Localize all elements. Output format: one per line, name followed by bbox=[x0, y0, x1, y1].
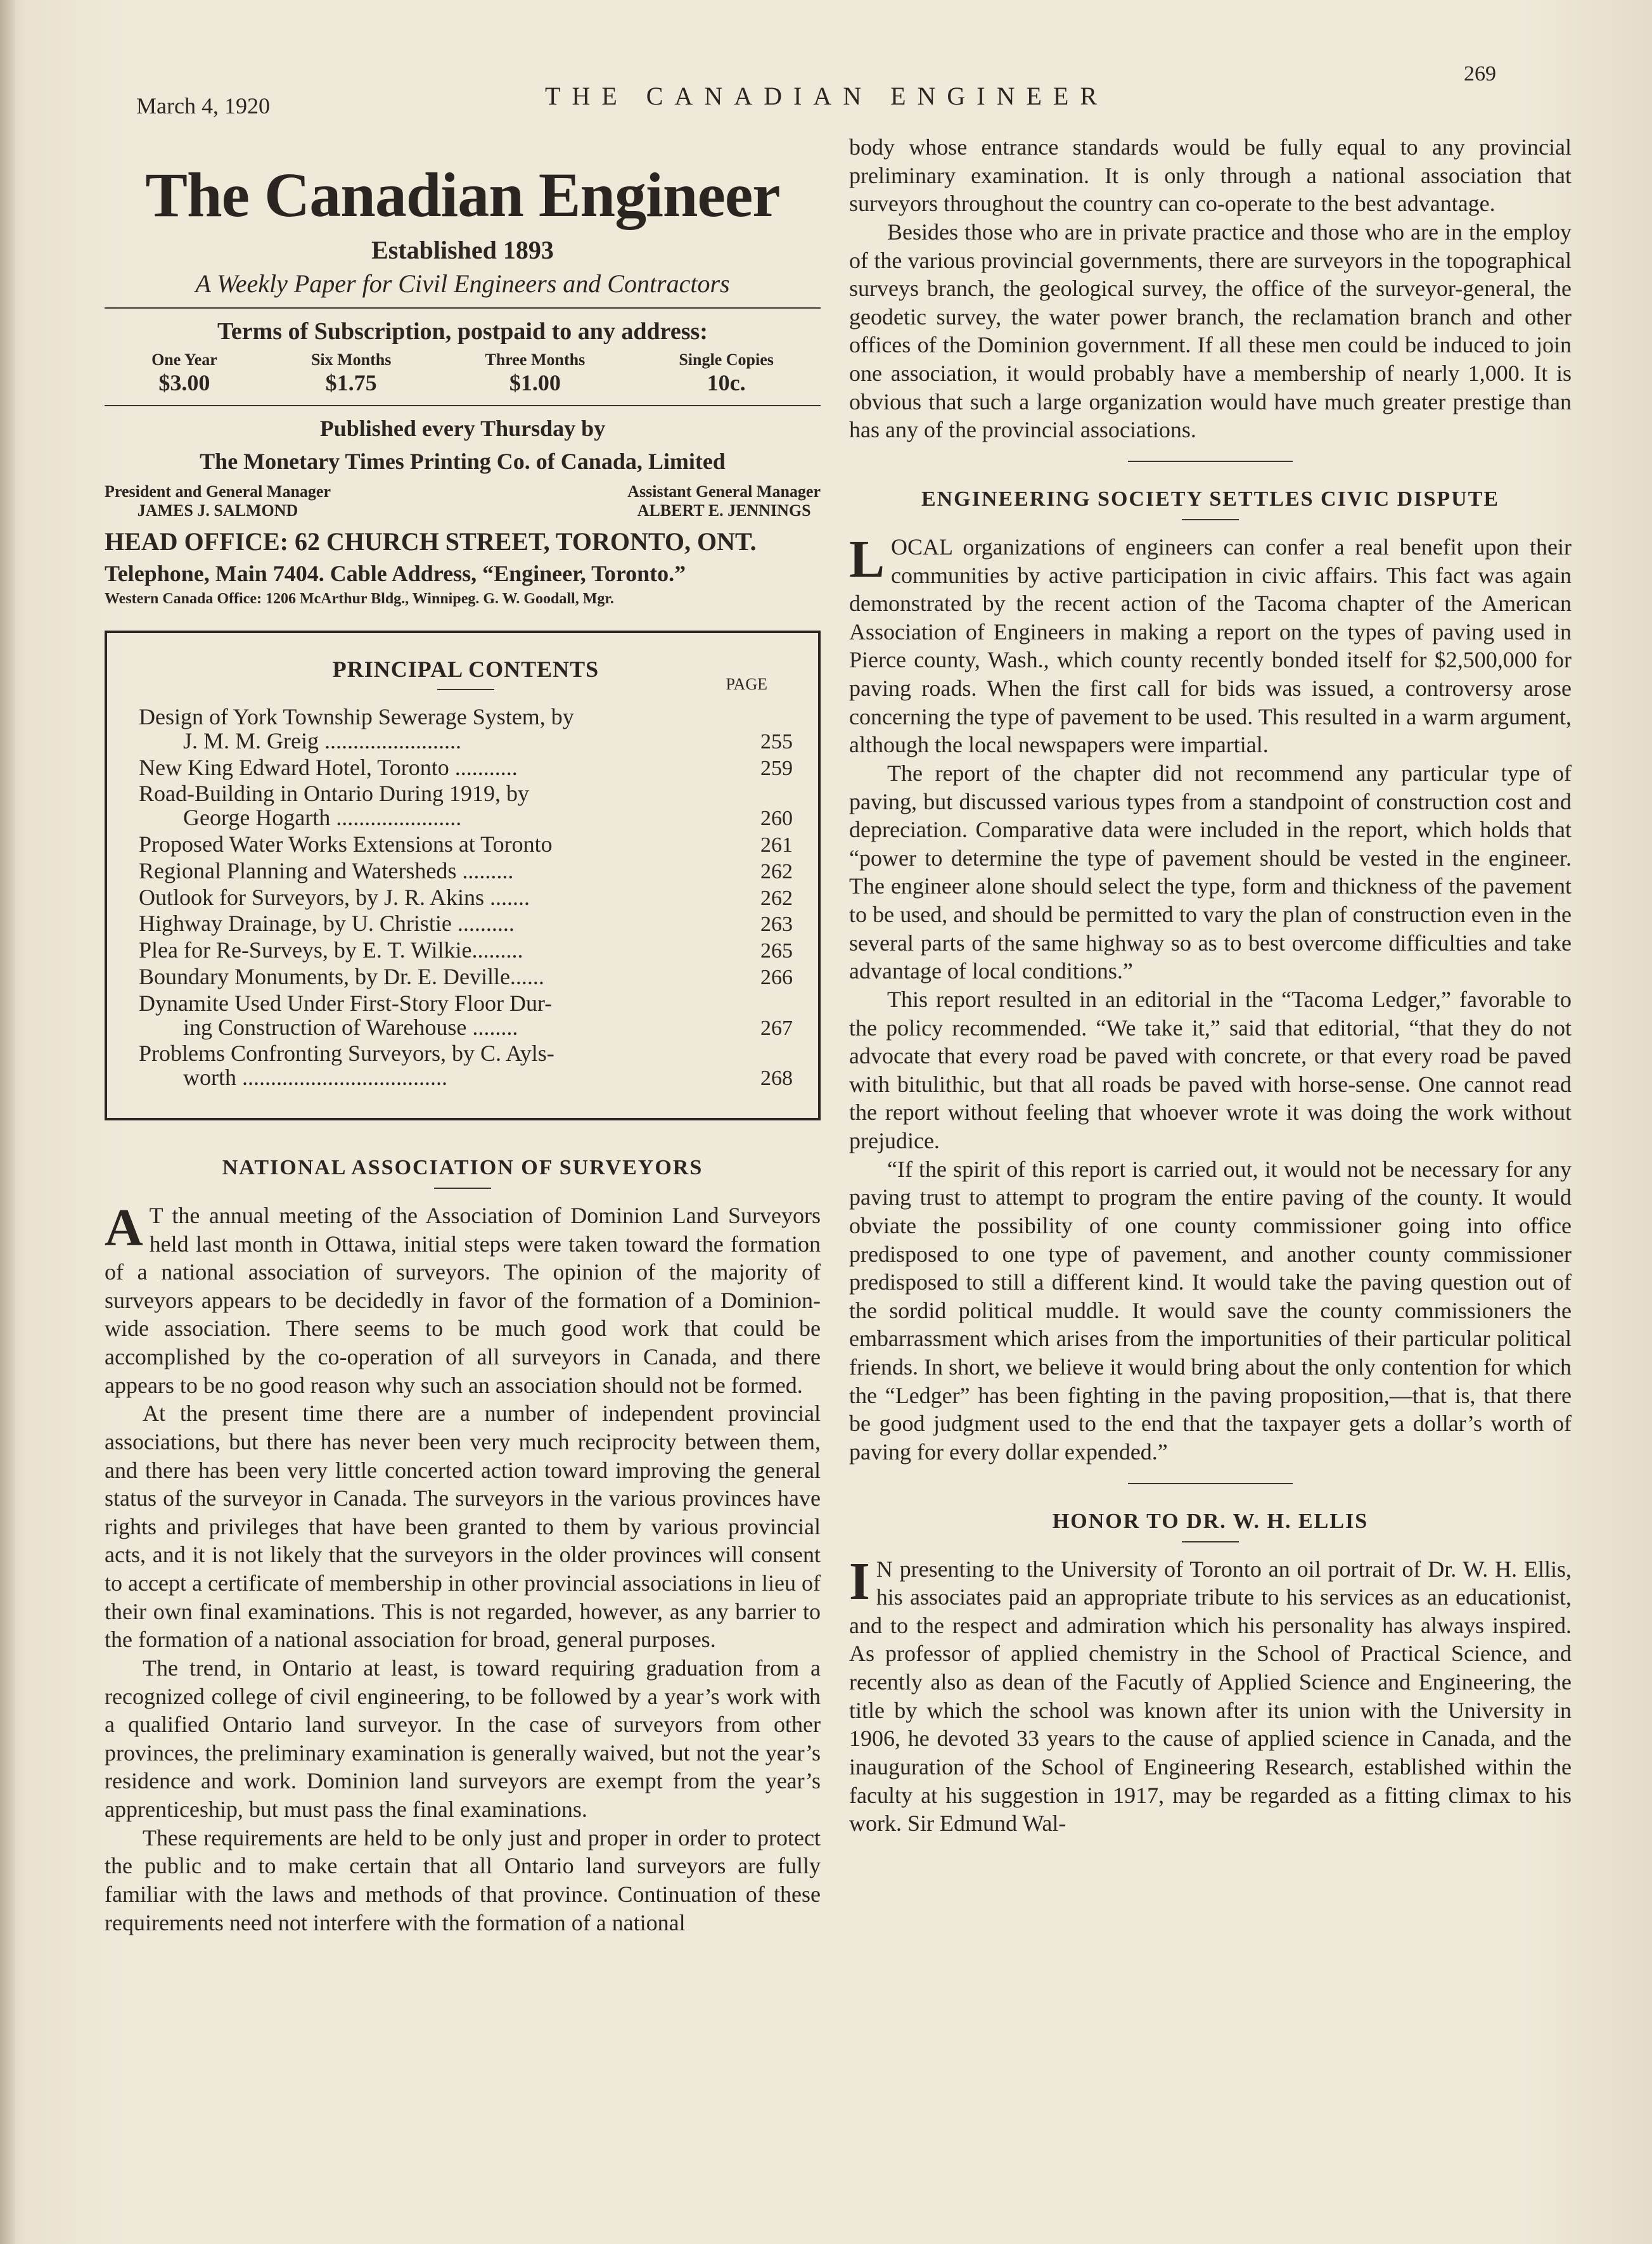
paragraph bbox=[849, 1551, 1572, 1838]
price-six-months bbox=[311, 350, 391, 396]
contents-entry-title bbox=[139, 965, 736, 989]
contents-entry bbox=[139, 992, 793, 1040]
article-heading: ENGINEERING SOCIETY SETTLES CIVIC DISPUTE bbox=[921, 487, 1500, 511]
section-divider bbox=[1128, 1483, 1293, 1484]
manager-right bbox=[627, 482, 821, 520]
contents-entry-line: Boundary Monuments, by Dr. E. Deville...... bbox=[139, 963, 544, 989]
price-table bbox=[105, 350, 821, 396]
contents-entry-page: 260 bbox=[760, 807, 793, 831]
contents-entry-line: Plea for Re-Surveys, by E. T. Wilkie......... bbox=[139, 937, 523, 963]
contents-entry-title bbox=[139, 886, 736, 910]
contents-entry-line: Proposed Water Works Extensions at Toronto bbox=[139, 831, 553, 857]
contents-heading: PRINCIPAL CONTENTS bbox=[332, 657, 599, 682]
price-label: One Year bbox=[151, 350, 217, 369]
paragraph-text: T the annual meeting of the Association of Dominion Land Surveyors held last month in Ottawa, initial steps were taken toward the formation of a national association of surveyors. The opinion of the majority of surveyors appears to be decidedly in favor of the formation of a Dominion-wide association. There seems to be much good work that could be accomplished by the co-operation of all surveyors in Canada, and there appears to be no good reason why such an association should not be formed. bbox=[105, 1202, 821, 1398]
issue-date: March 4, 1920 bbox=[136, 93, 270, 119]
masthead-title: The Canadian Engineer bbox=[145, 160, 780, 230]
article-heading: HONOR TO DR. W. H. ELLIS bbox=[1052, 1509, 1369, 1533]
contents-entry-line: New King Edward Hotel, Toronto ........... bbox=[139, 754, 518, 780]
article-heading: NATIONAL ASSOCIATION OF SURVEYORS bbox=[222, 1155, 703, 1179]
manager-title: President and General Manager bbox=[105, 482, 331, 501]
contents-entry bbox=[139, 939, 793, 963]
contents-entry-page: 259 bbox=[760, 756, 793, 780]
contents-entry-line: Design of York Township Sewerage System, by bbox=[139, 704, 574, 729]
binding-gutter bbox=[0, 0, 15, 2244]
contents-entry-page: 261 bbox=[760, 833, 793, 857]
drop-cap: I bbox=[849, 1551, 870, 1611]
contents-entry bbox=[139, 1042, 793, 1090]
head-office-address: HEAD OFFICE: 62 CHURCH STREET, TORONTO, ONT. bbox=[105, 527, 757, 556]
contents-entry-title bbox=[139, 1042, 736, 1090]
article-surveyors-continued bbox=[849, 133, 1572, 444]
price-value: $1.00 bbox=[509, 370, 561, 395]
section-divider bbox=[1128, 461, 1293, 462]
paragraph bbox=[105, 1198, 821, 1399]
paragraph-text: OCAL organizations of engineers can confer a real benefit upon their communities by active participation in civic affairs. This fact was again demonstrated by the recent action of the Tacoma chapter of the American Association of Engineers in making a report on the types of paving used in Pierce county, Wash., which county recently bonded itself for $2,500,000 for paving roads. When the first call for bids was issued, a controversy arose concerning the type of pavement to be used. This resulted in a warm argument, although the local newspapers were impartial. bbox=[849, 534, 1572, 758]
contents-entry-line: ing Construction of Warehouse ........ bbox=[183, 1014, 518, 1040]
contents-entry bbox=[139, 859, 793, 883]
price-one-year bbox=[151, 350, 217, 396]
right-column bbox=[849, 133, 1572, 1838]
page-number: 269 bbox=[1464, 62, 1496, 86]
contents-box bbox=[105, 631, 821, 1120]
contents-list bbox=[139, 705, 793, 1090]
left-column bbox=[105, 158, 821, 1937]
contents-entry bbox=[139, 705, 793, 753]
western-office-line: Western Canada Office: 1206 McArthur Bldg., Winnipeg. G. W. Goodall, Mgr. bbox=[105, 591, 614, 607]
contents-entry-line: Dynamite Used Under First-Story Floor Dur- bbox=[139, 990, 553, 1016]
article-body bbox=[105, 1198, 821, 1937]
contents-entry-line: J. M. M. Greig ........................ bbox=[183, 728, 461, 753]
paragraph: This report resulted in an editorial in the “Tacoma Ledger,” favorable to the policy recommended. “We take it,” said that editorial, “that they do not advocate that every road be paved with concrete, or that every road be paved with bitulithic, but that all roads be paved with horse-sense. One cannot read the report without feeling that whoever wrote it was doing the work without prejudice. bbox=[849, 986, 1572, 1153]
manager-name: JAMES J. SALMOND bbox=[137, 501, 298, 520]
contents-entry-title bbox=[139, 705, 736, 753]
contents-entry bbox=[139, 833, 793, 857]
paragraph: The report of the chapter did not recommend any particular type of paving, but discussed various types from a standpoint of construction cost and depreciation. Comparative data were included in the report, which holds that “power to determine the type of pavement should be vested in the engineer. The engineer alone should select the type, form and thickness of the pavement to be used, and should be permitted to vary the plan of construction even in the several parts of the same highway so as to best overcome difficulties and take advantage of local conditions.” bbox=[849, 760, 1572, 984]
contents-entry bbox=[139, 912, 793, 936]
article-civic-dispute bbox=[849, 487, 1572, 1466]
manager-left bbox=[105, 482, 331, 520]
price-label: Three Months bbox=[485, 350, 586, 369]
price-label: Single Copies bbox=[679, 350, 774, 369]
paragraph bbox=[849, 529, 1572, 759]
contents-entry-page: 263 bbox=[760, 913, 793, 937]
contents-entry-line: Outlook for Surveyors, by J. R. Akins ....... bbox=[139, 884, 530, 910]
contents-entry-line: Regional Planning and Watersheds ......... bbox=[139, 857, 514, 883]
contents-entry-page: 262 bbox=[760, 886, 793, 910]
paragraph: At the present time there are a number of independent provincial associations, but there has never been very much reciprocity between them, and there has been very little concerted action toward improving the general status of the surveyor in Canada. The surveyors in the various provinces have rights and privileges that have been granted to them by various provincial acts, and it is not likely that the surveyors in the older provinces will consent to accept a certificate of membership in other provincial associations in lieu of their own final examinations. This is not regarded, however, as any barrier to the formation of a national association for broad, general purposes. bbox=[105, 1401, 821, 1653]
managers bbox=[105, 482, 821, 520]
price-value: $3.00 bbox=[158, 370, 210, 395]
paragraph-text: N presenting to the University of Toronto an oil portrait of Dr. W. H. Ellis, his associates paid an appropriate tribute to his services as an educationist, and to the respect and admiration which his personality has always inspired. As professor of applied chemistry in the School of Practical Science, and recently also as dean of the Facutly of Applied Science and Engineering, the title by which the school was known after its union with the University in 1906, he devoted 33 years to the cause of applied science in Canada, and the inauguration of the School of Engineering Research, established within the faculty at his suggestion in 1917, may be regarded as a fitting climax to his work. Sir Edmund Wal- bbox=[849, 1556, 1572, 1837]
contents-entry-title bbox=[139, 939, 736, 963]
contents-entry-title bbox=[139, 912, 736, 936]
contents-entry-line: Problems Confronting Surveyors, by C. Ayls- bbox=[139, 1041, 554, 1067]
contents-entry-title bbox=[139, 833, 736, 857]
manager-title: Assistant General Manager bbox=[627, 482, 821, 501]
contents-entry-page: 265 bbox=[760, 939, 793, 963]
contents-entry bbox=[139, 756, 793, 780]
price-value: $1.75 bbox=[325, 370, 377, 395]
drop-cap: A bbox=[105, 1198, 143, 1257]
page-column-label: PAGE bbox=[726, 675, 767, 693]
published-line: Published every Thursday by bbox=[319, 416, 606, 441]
price-label: Six Months bbox=[311, 350, 392, 369]
article-ellis bbox=[849, 1510, 1572, 1838]
contents-entry-page: 268 bbox=[760, 1067, 793, 1091]
price-single-copies bbox=[679, 350, 774, 396]
contents-entry-page: 262 bbox=[760, 859, 793, 883]
paragraph: The trend, in Ontario at least, is toward requiring graduation from a recognized college of civil engineering, to be followed by a year’s work with a qualified Ontario land surveyor. In the case of surveyors from other provinces, the preliminary examination is generally waived, but not the year’s residence and work. Dominion land surveyors are exempt from the year’s apprenticeship, but must pass the final examinations. bbox=[105, 1655, 821, 1823]
contents-entry bbox=[139, 965, 793, 989]
paragraph: These requirements are held to be only just and proper in order to protect the public and to make certain that all Ontario land surveyors are fully familiar with the laws and methods of that province. Continuation of these requirements need not interfere with the formation of a national bbox=[105, 1824, 821, 1935]
running-head bbox=[0, 62, 1652, 125]
journal-running-title: THE CANADIAN ENGINEER bbox=[545, 82, 1109, 110]
contents-entry-line: Highway Drainage, by U. Christie .......... bbox=[139, 911, 515, 937]
masthead bbox=[105, 158, 821, 608]
contents-entry-line: Road-Building in Ontario During 1919, by bbox=[139, 781, 529, 807]
contents-entry-line: George Hogarth ...................... bbox=[183, 805, 462, 831]
manager-name: ALBERT E. JENNINGS bbox=[637, 501, 811, 520]
contents-entry-title bbox=[139, 756, 736, 780]
established-line: Established 1893 bbox=[371, 236, 554, 264]
heading-rule bbox=[434, 1188, 491, 1189]
masthead-rule bbox=[105, 405, 821, 406]
contents-entry bbox=[139, 886, 793, 910]
article-body bbox=[849, 529, 1572, 1466]
article-surveyors bbox=[105, 1156, 821, 1937]
terms-heading: Terms of Subscription, postpaid to any address: bbox=[217, 318, 708, 345]
paragraph: “If the spirit of this report is carried out, it would not be necessary for any paving trust to attempt to program the entire paving of the county. It would obviate the possibility of one county commissioner going into office predisposed to one type of pavement, and another county commissioner predisposed to still a different kind. It would take the paving question out of the sordid political muddle. It would save the county commissioners the embarrassment which arises from the importunities of their particular political friends. In short, we believe it would bring about the only contention for which the “Ledger” has been fighting in the paving proposition,—that is, that there be good judgment used to the end that the taxpayer gets a dollar’s worth of paving for every dollar expended.” bbox=[849, 1156, 1572, 1465]
masthead-rule bbox=[105, 307, 821, 309]
telephone-line: Telephone, Main 7404. Cable Address, “Engineer, Toronto.” bbox=[105, 561, 686, 586]
heading-rule bbox=[1182, 519, 1239, 520]
contents-entry-page: 266 bbox=[760, 966, 793, 990]
drop-cap: L bbox=[849, 529, 885, 589]
paragraph: body whose entrance standards would be fully equal to any provincial preliminary examination. It is only through a national association that surveyors throughout the country can co-operate to the best advantage. bbox=[849, 134, 1572, 217]
heading-rule bbox=[1182, 1541, 1239, 1542]
contents-entry-title bbox=[139, 859, 736, 883]
contents-entry bbox=[139, 782, 793, 830]
price-three-months bbox=[485, 350, 586, 396]
article-body bbox=[849, 1551, 1572, 1838]
contents-entry-page: 255 bbox=[760, 729, 793, 753]
masthead-subtitle: A Weekly Paper for Civil Engineers and Contractors bbox=[195, 269, 730, 298]
contents-entry-line: worth .................................... bbox=[183, 1065, 447, 1091]
price-value: 10c. bbox=[707, 370, 746, 395]
publisher-name: The Monetary Times Printing Co. of Canada, Limited bbox=[200, 449, 726, 474]
contents-entry-title bbox=[139, 782, 736, 830]
paragraph: Besides those who are in private practice and those who are in the employ of the various provincial governments, there are surveyors in the topographical surveys branch, the geological survey, the office of the surveyor-general, the geodetic survey, the water power branch, the reclamation branch and other offices of the Dominion government. If all these men could be induced to join one association, it would probably have a membership of nearly 1,000. It is obvious that such a large organization would have much greater prestige than has any of the provincial associations. bbox=[849, 219, 1572, 443]
contents-entry-page: 267 bbox=[760, 1016, 793, 1040]
contents-entry-title bbox=[139, 992, 736, 1040]
